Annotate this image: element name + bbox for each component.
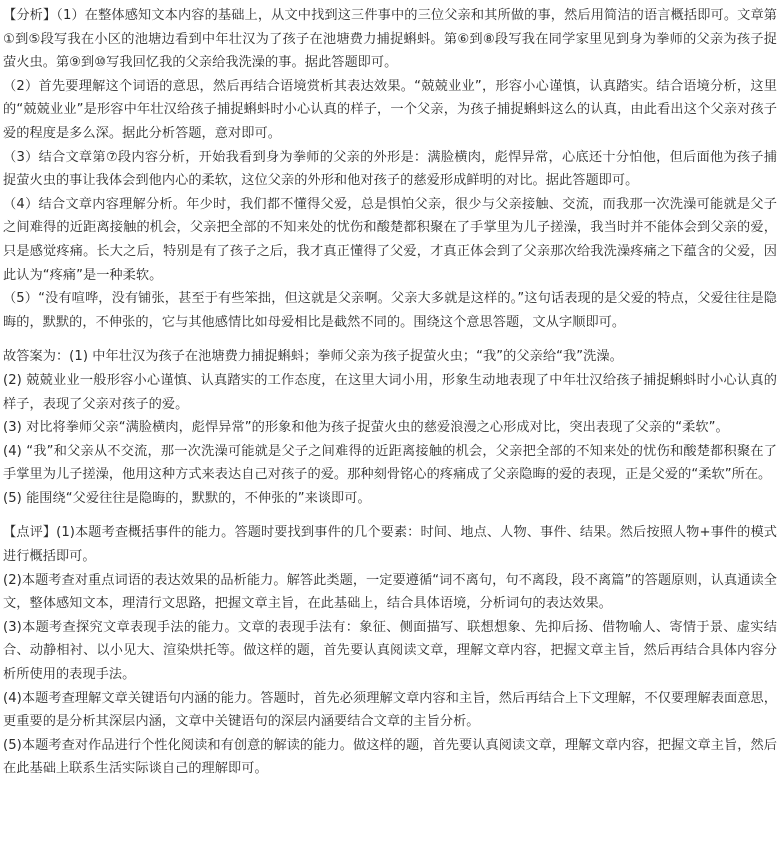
review-paragraph: (5)本题考查对作品进行个性化阅读和有创意的解读的能力。做这样的题，首先要认真阅读文章，理解文章内容，把握文章主旨，然后在此基础上联系生活实际谈自己的理解即可。 [3,737,777,777]
review-paragraph: (2)本题考查对重点词语的表达效果的品析能力。解答此类题，一定要遵循“词不离句，句不离段，段不离篇”的答题原则，认真通读全文，整体感知文本，理清行文思路，把握文章主旨，在此基础上，结合具体语境，分析词句的表达效果。 [3,572,777,612]
review-paragraph: 【点评】(1)本题考查概括事件的能力。答题时要找到事件的几个要素：时间、地点、人物、事件、结果。然后按照人物+事件的模式进行概括即可。 [3,525,777,565]
answer-paragraph: (2) 兢兢业业一般形容小心谨慎、认真踏实的工作态度，在这里大词小用，形象生动地表现了中年壮汉给孩子捕捉蝌蚪时小心认真的样子，表现了父亲对孩子的爱。 [3,372,777,412]
answer-section [3,345,777,510]
section-spacer [3,334,777,345]
document-body [3,4,777,781]
review-paragraph: (4)本题考查理解文章关键语句内涵的能力。答题时，首先必须理解文章内容和主旨，然后再结合上下文理解，不仅要理解表面意思，更重要的是分析其深层内涵，文章中关键语句的深层内涵要结合文章的主旨分析。 [3,690,777,730]
review-paragraph: (3)本题考查探究文章表现手法的能力。文章的表现手法有：象征、侧面描写、联想想象、先抑后扬、借物喻人、寄情于景、虚实结合、动静相衬、以小见大、渲染烘托等。做这样的题，首先要认真阅读文章，理解文章内容，把握文章主旨，然后再结合具体内容分析所使用的表现手法。 [3,619,777,683]
analysis-paragraph: （2）首先要理解这个词语的意思，然后再结合语境赏析其表达效果。“兢兢业业”，形容小心谨慎，认真踏实。结合语境分析，这里的“兢兢业业”是形容中年壮汉给孩子捕捉蝌蚪时小心认真的样子，一个父亲，为孩子捕捉蝌蚪这么的认真，由此看出这个父亲对孩子爱的程度是多么深。据此分析答题，意对即可。 [3,78,777,141]
analysis-paragraph: 【分析】（1）在整体感知文本内容的基础上，从文中找到这三件事中的三位父亲和其所做的事，然后用简洁的语言概括即可。文章第①到⑤段写我在小区的池塘边看到中年壮汉为了孩子在池塘费力捕捉蝌蚪。第⑥到⑧段写我在同学家里见到身为拳师的父亲为孩子捉萤火虫。第⑨到⑩写我回忆我的父亲给我洗澡的事。据此答题即可。 [3,8,777,71]
answer-paragraph: 故答案为：(1) 中年壮汉为孩子在池塘费力捕捉蝌蚪；拳师父亲为孩子捉萤火虫；“我”的父亲给“我”洗澡。 [3,349,623,365]
analysis-paragraph: （3）结合文章第⑦段内容分析，开始我看到身为拳师的父亲的外形是：满脸横肉，彪悍异常，心底还十分怕他，但后面他为孩子捕捉萤火虫的事让我体会到他内心的柔软，这位父亲的外形和他对孩子的慈爱形成鲜明的对比。据此答题即可。 [3,149,777,189]
review-section [3,521,777,781]
answer-paragraph: (3) 对比将拳师父亲“满脸横肉，彪悍异常”的形象和他为孩子捉萤火虫的慈爱浪漫之心形成对比，突出表现了父亲的“柔软”。 [3,420,729,436]
answer-paragraph: (4) “我”和父亲从不交流，那一次洗澡可能就是父子之间难得的近距离接触的机会，父亲把全部的不知来处的忧伤和酸楚都积聚在了手掌里为儿子搓澡，他用这种方式来表达自己对孩子的爱。那种刻骨铭心的疼痛成了父亲隐晦的爱的表现，正是父爱的“柔软”所在。 [3,443,777,483]
analysis-section [3,4,777,334]
analysis-paragraph: （5）“没有喧哗，没有铺张，甚至于有些笨拙，但这就是父亲啊。父亲大多就是这样的。”这句话表现的是父爱的特点，父爱往往是隐晦的，默默的，不伸张的，它与其他感情比如母爱相比是截然不同的。围绕这个意思答题，文从字顺即可。 [3,291,777,330]
section-spacer [3,510,777,521]
analysis-paragraph: （4）结合文章内容理解分析。年少时，我们都不懂得父爱，总是惧怕父亲，很少与父亲接触、交流，而我那一次洗澡可能就是父子之间难得的近距离接触的机会，父亲把全部的不知来处的忧伤和酸楚都积聚在了手掌里为儿子搓澡，我当时并不能体会到父亲的爱，只是感觉疼痛。长大之后，特别是有了孩子之后，我才真正懂得了父爱，才真正体会到了父亲那次给我洗澡疼痛之下蕴含的父爱，因此认为“疼痛”是一种柔软。 [3,196,777,283]
answer-paragraph: (5) 能围绕“父爱往往是隐晦的，默默的，不伸张的”来谈即可。 [3,490,371,506]
